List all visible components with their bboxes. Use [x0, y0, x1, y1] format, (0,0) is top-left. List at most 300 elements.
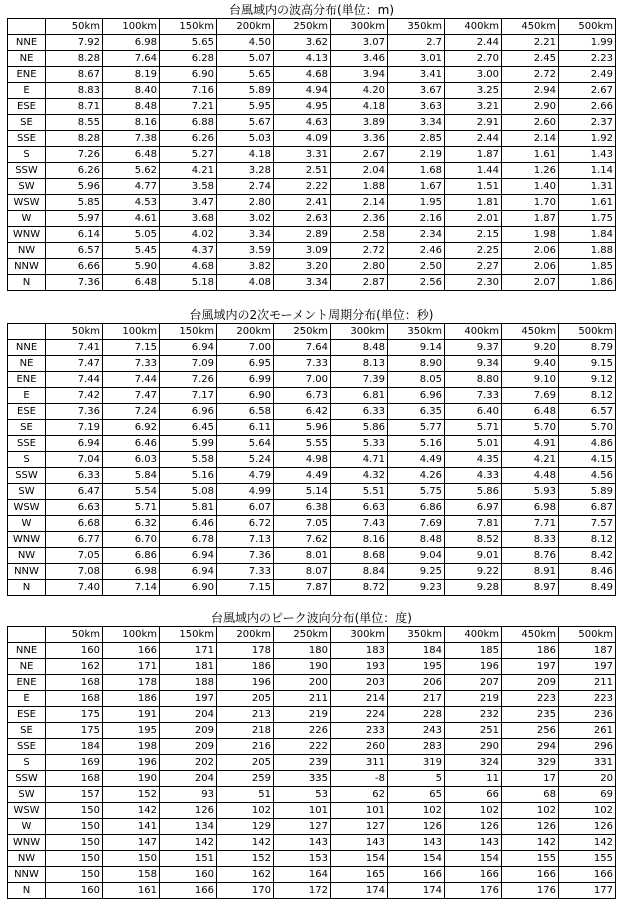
- value-cell: 8.52: [445, 532, 502, 548]
- value-cell: 3.47: [160, 195, 217, 211]
- value-cell: 6.94: [160, 548, 217, 564]
- value-cell: 2.89: [274, 227, 331, 243]
- value-cell: 1.98: [502, 227, 559, 243]
- value-cell: 8.12: [559, 532, 616, 548]
- value-cell: 190: [103, 771, 160, 787]
- value-cell: 2.36: [331, 211, 388, 227]
- value-cell: 2.67: [331, 147, 388, 163]
- value-cell: 1.88: [559, 243, 616, 259]
- table-row: [8, 500, 616, 516]
- distance-header: 100km: [103, 324, 160, 340]
- value-cell: 143: [274, 835, 331, 851]
- value-cell: 176: [445, 883, 502, 899]
- value-cell: 5.33: [331, 436, 388, 452]
- value-cell: 6.88: [160, 115, 217, 131]
- value-cell: 1.87: [502, 211, 559, 227]
- table-row: [8, 51, 616, 67]
- value-cell: 2.04: [331, 163, 388, 179]
- value-cell: 134: [160, 819, 217, 835]
- direction-label: NNE: [8, 643, 46, 659]
- direction-label: ESE: [8, 99, 46, 115]
- value-cell: 8.90: [388, 356, 445, 372]
- value-cell: 6.77: [46, 532, 103, 548]
- value-cell: 2.85: [388, 131, 445, 147]
- value-cell: 219: [445, 691, 502, 707]
- value-cell: 7.08: [46, 564, 103, 580]
- value-cell: 1.70: [502, 195, 559, 211]
- value-cell: 2.19: [388, 147, 445, 163]
- value-cell: 6.33: [331, 404, 388, 420]
- value-cell: 2.7: [388, 35, 445, 51]
- value-cell: 3.63: [388, 99, 445, 115]
- value-cell: 7.44: [103, 372, 160, 388]
- value-cell: 1.85: [559, 259, 616, 275]
- direction-label: E: [8, 691, 46, 707]
- value-cell: 6.86: [388, 500, 445, 516]
- value-cell: 259: [217, 771, 274, 787]
- value-cell: 4.95: [274, 99, 331, 115]
- direction-label: SW: [8, 179, 46, 195]
- value-cell: 6.98: [103, 35, 160, 51]
- value-cell: 4.18: [217, 147, 274, 163]
- header-row: [8, 19, 616, 35]
- value-cell: 223: [502, 691, 559, 707]
- value-cell: 5.95: [217, 99, 274, 115]
- value-cell: 4.48: [502, 468, 559, 484]
- value-cell: 5.45: [103, 243, 160, 259]
- distance-header: 150km: [160, 324, 217, 340]
- direction-label: SE: [8, 723, 46, 739]
- distance-header: 200km: [217, 627, 274, 643]
- distance-header: 150km: [160, 19, 217, 35]
- value-cell: 239: [274, 755, 331, 771]
- distance-header: 250km: [274, 324, 331, 340]
- value-cell: 6.87: [559, 500, 616, 516]
- value-cell: 1.67: [388, 179, 445, 195]
- value-cell: 2.37: [559, 115, 616, 131]
- value-cell: 68: [502, 787, 559, 803]
- value-cell: 7.04: [46, 452, 103, 468]
- value-cell: 223: [559, 691, 616, 707]
- value-cell: 5.86: [331, 420, 388, 436]
- table-row: [8, 691, 616, 707]
- value-cell: 261: [559, 723, 616, 739]
- direction-label: WSW: [8, 500, 46, 516]
- value-cell: 2.44: [445, 35, 502, 51]
- value-cell: 127: [274, 819, 331, 835]
- value-cell: 168: [46, 691, 103, 707]
- value-cell: 202: [160, 755, 217, 771]
- table-row: [8, 35, 616, 51]
- value-cell: 8.07: [274, 564, 331, 580]
- value-cell: 5.62: [103, 163, 160, 179]
- value-cell: 243: [388, 723, 445, 739]
- value-cell: 4.32: [331, 468, 388, 484]
- value-cell: 228: [388, 707, 445, 723]
- value-cell: 17: [502, 771, 559, 787]
- value-cell: 7.16: [160, 83, 217, 99]
- value-cell: 8.48: [103, 99, 160, 115]
- table-row: [8, 83, 616, 99]
- direction-label: S: [8, 452, 46, 468]
- table-row: [8, 99, 616, 115]
- value-cell: 3.21: [445, 99, 502, 115]
- value-cell: 1.31: [559, 179, 616, 195]
- value-cell: 8.40: [103, 83, 160, 99]
- value-cell: 2.87: [331, 275, 388, 291]
- direction-label: SSE: [8, 739, 46, 755]
- value-cell: 101: [274, 803, 331, 819]
- value-cell: 9.10: [502, 372, 559, 388]
- value-cell: 5.84: [103, 468, 160, 484]
- value-cell: 5.14: [274, 484, 331, 500]
- value-cell: 2.01: [445, 211, 502, 227]
- value-cell: 7.62: [274, 532, 331, 548]
- value-cell: 329: [502, 755, 559, 771]
- value-cell: 196: [217, 675, 274, 691]
- value-cell: 2.58: [331, 227, 388, 243]
- value-cell: 8.46: [559, 564, 616, 580]
- value-cell: 168: [46, 675, 103, 691]
- value-cell: 6.70: [103, 532, 160, 548]
- value-cell: 185: [445, 643, 502, 659]
- value-cell: 8.67: [46, 67, 103, 83]
- value-cell: 4.99: [217, 484, 274, 500]
- value-cell: 2.74: [217, 179, 274, 195]
- wave-direction-section: [7, 610, 616, 899]
- value-cell: 6.86: [103, 548, 160, 564]
- distance-header: 400km: [445, 324, 502, 340]
- value-cell: 6.48: [502, 404, 559, 420]
- value-cell: -8: [331, 771, 388, 787]
- value-cell: 7.33: [445, 388, 502, 404]
- value-cell: 186: [103, 691, 160, 707]
- value-cell: 224: [331, 707, 388, 723]
- value-cell: 6.98: [502, 500, 559, 516]
- value-cell: 150: [46, 803, 103, 819]
- value-cell: 2.45: [502, 51, 559, 67]
- value-cell: 7.81: [445, 516, 502, 532]
- value-cell: 183: [331, 643, 388, 659]
- value-cell: 5.97: [46, 211, 103, 227]
- distance-header: 400km: [445, 19, 502, 35]
- direction-label: SSE: [8, 436, 46, 452]
- value-cell: 7.71: [502, 516, 559, 532]
- distance-header: 200km: [217, 324, 274, 340]
- table-row: [8, 548, 616, 564]
- value-cell: 9.15: [559, 356, 616, 372]
- direction-label: SSE: [8, 131, 46, 147]
- distance-header: 200km: [217, 19, 274, 35]
- value-cell: 126: [160, 803, 217, 819]
- value-cell: 9.25: [388, 564, 445, 580]
- value-cell: 235: [502, 707, 559, 723]
- value-cell: 155: [559, 851, 616, 867]
- value-cell: 178: [217, 643, 274, 659]
- direction-label: SE: [8, 115, 46, 131]
- value-cell: 7.21: [160, 99, 217, 115]
- value-cell: 166: [103, 643, 160, 659]
- value-cell: 166: [559, 867, 616, 883]
- value-cell: 196: [445, 659, 502, 675]
- wave-period-section: [7, 307, 616, 596]
- value-cell: 168: [46, 771, 103, 787]
- value-cell: 7.69: [388, 516, 445, 532]
- value-cell: 9.37: [445, 340, 502, 356]
- distance-header: 500km: [559, 627, 616, 643]
- value-cell: 102: [502, 803, 559, 819]
- value-cell: 4.26: [388, 468, 445, 484]
- corner-cell: [8, 324, 46, 340]
- value-cell: 142: [160, 835, 217, 851]
- direction-label: ESE: [8, 707, 46, 723]
- value-cell: 2.91: [445, 115, 502, 131]
- table-row: [8, 243, 616, 259]
- value-cell: 5.18: [160, 275, 217, 291]
- value-cell: 8.55: [46, 115, 103, 131]
- direction-label: WSW: [8, 195, 46, 211]
- value-cell: 160: [46, 883, 103, 899]
- value-cell: 1.68: [388, 163, 445, 179]
- direction-label: S: [8, 755, 46, 771]
- direction-label: NW: [8, 851, 46, 867]
- value-cell: 51: [217, 787, 274, 803]
- value-cell: 205: [217, 755, 274, 771]
- value-cell: 186: [502, 643, 559, 659]
- table-row: [8, 227, 616, 243]
- value-cell: 3.20: [274, 259, 331, 275]
- value-cell: 5.16: [388, 436, 445, 452]
- value-cell: 5.86: [445, 484, 502, 500]
- table-row: [8, 179, 616, 195]
- direction-label: NE: [8, 356, 46, 372]
- value-cell: 152: [217, 851, 274, 867]
- value-cell: 8.84: [331, 564, 388, 580]
- distance-header: 400km: [445, 627, 502, 643]
- value-cell: 155: [502, 851, 559, 867]
- value-cell: 6.45: [160, 420, 217, 436]
- value-cell: 1.87: [445, 147, 502, 163]
- value-cell: 236: [559, 707, 616, 723]
- value-cell: 2.41: [274, 195, 331, 211]
- value-cell: 169: [46, 755, 103, 771]
- direction-label: SSW: [8, 468, 46, 484]
- value-cell: 3.02: [217, 211, 274, 227]
- value-cell: 6.58: [217, 404, 274, 420]
- value-cell: 2.72: [502, 67, 559, 83]
- value-cell: 3.94: [331, 67, 388, 83]
- table-row: [8, 659, 616, 675]
- value-cell: 5.27: [160, 147, 217, 163]
- direction-label: E: [8, 388, 46, 404]
- value-cell: 3.34: [217, 227, 274, 243]
- value-cell: 154: [445, 851, 502, 867]
- distance-header: 150km: [160, 627, 217, 643]
- distance-header: 100km: [103, 19, 160, 35]
- value-cell: 9.04: [388, 548, 445, 564]
- value-cell: 2.14: [331, 195, 388, 211]
- value-cell: 154: [331, 851, 388, 867]
- value-cell: 143: [388, 835, 445, 851]
- value-cell: 1.40: [502, 179, 559, 195]
- value-cell: 154: [388, 851, 445, 867]
- value-cell: 166: [445, 867, 502, 883]
- value-cell: 5.96: [46, 179, 103, 195]
- table-row: [8, 532, 616, 548]
- value-cell: 180: [274, 643, 331, 659]
- direction-label: W: [8, 516, 46, 532]
- value-cell: 161: [103, 883, 160, 899]
- value-cell: 6.26: [46, 163, 103, 179]
- distance-header: 350km: [388, 627, 445, 643]
- value-cell: 7.26: [46, 147, 103, 163]
- value-cell: 4.49: [388, 452, 445, 468]
- value-cell: 175: [46, 707, 103, 723]
- value-cell: 4.21: [502, 452, 559, 468]
- value-cell: 7.38: [103, 131, 160, 147]
- value-cell: 2.63: [274, 211, 331, 227]
- value-cell: 218: [217, 723, 274, 739]
- value-cell: 65: [388, 787, 445, 803]
- value-cell: 2.60: [502, 115, 559, 131]
- value-cell: 232: [445, 707, 502, 723]
- value-cell: 142: [502, 835, 559, 851]
- table-row: [8, 739, 616, 755]
- value-cell: 170: [217, 883, 274, 899]
- value-cell: 2.34: [388, 227, 445, 243]
- direction-label: NNE: [8, 35, 46, 51]
- value-cell: 4.98: [274, 452, 331, 468]
- distance-header: 500km: [559, 19, 616, 35]
- value-cell: 9.23: [388, 580, 445, 596]
- value-cell: 4.79: [217, 468, 274, 484]
- value-cell: 7.14: [103, 580, 160, 596]
- value-cell: 251: [445, 723, 502, 739]
- value-cell: 1.84: [559, 227, 616, 243]
- value-cell: 200: [274, 675, 331, 691]
- value-cell: 153: [274, 851, 331, 867]
- value-cell: 7.19: [46, 420, 103, 436]
- value-cell: 8.76: [502, 548, 559, 564]
- direction-label: E: [8, 83, 46, 99]
- value-cell: 1.26: [502, 163, 559, 179]
- direction-label: WNW: [8, 835, 46, 851]
- value-cell: 2.67: [559, 83, 616, 99]
- value-cell: 150: [46, 835, 103, 851]
- value-cell: 6.73: [274, 388, 331, 404]
- value-cell: 6.35: [388, 404, 445, 420]
- direction-label: SSW: [8, 771, 46, 787]
- value-cell: 290: [445, 739, 502, 755]
- value-cell: 6.94: [46, 436, 103, 452]
- value-cell: 150: [46, 851, 103, 867]
- value-cell: 1.88: [331, 179, 388, 195]
- value-cell: 6.57: [46, 243, 103, 259]
- value-cell: 4.20: [331, 83, 388, 99]
- table-row: [8, 340, 616, 356]
- wave-height-table: [7, 18, 616, 291]
- value-cell: 8.01: [274, 548, 331, 564]
- value-cell: 3.89: [331, 115, 388, 131]
- value-cell: 5.75: [388, 484, 445, 500]
- value-cell: 151: [160, 851, 217, 867]
- value-cell: 3.68: [160, 211, 217, 227]
- value-cell: 8.48: [388, 532, 445, 548]
- value-cell: 150: [103, 851, 160, 867]
- value-cell: 6.81: [331, 388, 388, 404]
- value-cell: 178: [103, 675, 160, 691]
- value-cell: 217: [388, 691, 445, 707]
- value-cell: 7.44: [46, 372, 103, 388]
- value-cell: 5.71: [445, 420, 502, 436]
- value-cell: 335: [274, 771, 331, 787]
- value-cell: 188: [160, 675, 217, 691]
- value-cell: 7.00: [217, 340, 274, 356]
- value-cell: 5.07: [217, 51, 274, 67]
- value-cell: 5.89: [559, 484, 616, 500]
- value-cell: 5.16: [160, 468, 217, 484]
- value-cell: 6.38: [274, 500, 331, 516]
- value-cell: 4.77: [103, 179, 160, 195]
- value-cell: 5.81: [160, 500, 217, 516]
- value-cell: 7.15: [103, 340, 160, 356]
- value-cell: 296: [559, 739, 616, 755]
- value-cell: 195: [103, 723, 160, 739]
- value-cell: 8.42: [559, 548, 616, 564]
- direction-label: WNW: [8, 532, 46, 548]
- value-cell: 6.26: [160, 131, 217, 147]
- distance-header: 350km: [388, 324, 445, 340]
- value-cell: 1.95: [388, 195, 445, 211]
- value-cell: 3.46: [331, 51, 388, 67]
- value-cell: 175: [46, 723, 103, 739]
- value-cell: 157: [46, 787, 103, 803]
- table-row: [8, 643, 616, 659]
- value-cell: 8.72: [331, 580, 388, 596]
- value-cell: 127: [331, 819, 388, 835]
- value-cell: 5.99: [160, 436, 217, 452]
- value-cell: 196: [103, 755, 160, 771]
- value-cell: 2.80: [331, 259, 388, 275]
- value-cell: 203: [331, 675, 388, 691]
- value-cell: 53: [274, 787, 331, 803]
- direction-label: NW: [8, 243, 46, 259]
- table-row: [8, 67, 616, 83]
- table-row: [8, 675, 616, 691]
- value-cell: 3.00: [445, 67, 502, 83]
- value-cell: 184: [388, 643, 445, 659]
- direction-label: NNW: [8, 564, 46, 580]
- table-row: [8, 803, 616, 819]
- value-cell: 69: [559, 787, 616, 803]
- value-cell: 6.40: [445, 404, 502, 420]
- value-cell: 160: [46, 643, 103, 659]
- value-cell: 142: [103, 803, 160, 819]
- value-cell: 6.66: [46, 259, 103, 275]
- value-cell: 1.14: [559, 163, 616, 179]
- table-row: [8, 147, 616, 163]
- value-cell: 5.65: [217, 67, 274, 83]
- value-cell: 2.06: [502, 259, 559, 275]
- corner-cell: [8, 19, 46, 35]
- value-cell: 6.48: [103, 147, 160, 163]
- value-cell: 7.33: [103, 356, 160, 372]
- value-cell: 7.36: [46, 275, 103, 291]
- value-cell: 4.15: [559, 452, 616, 468]
- value-cell: 8.19: [103, 67, 160, 83]
- value-cell: 4.13: [274, 51, 331, 67]
- table-row: [8, 404, 616, 420]
